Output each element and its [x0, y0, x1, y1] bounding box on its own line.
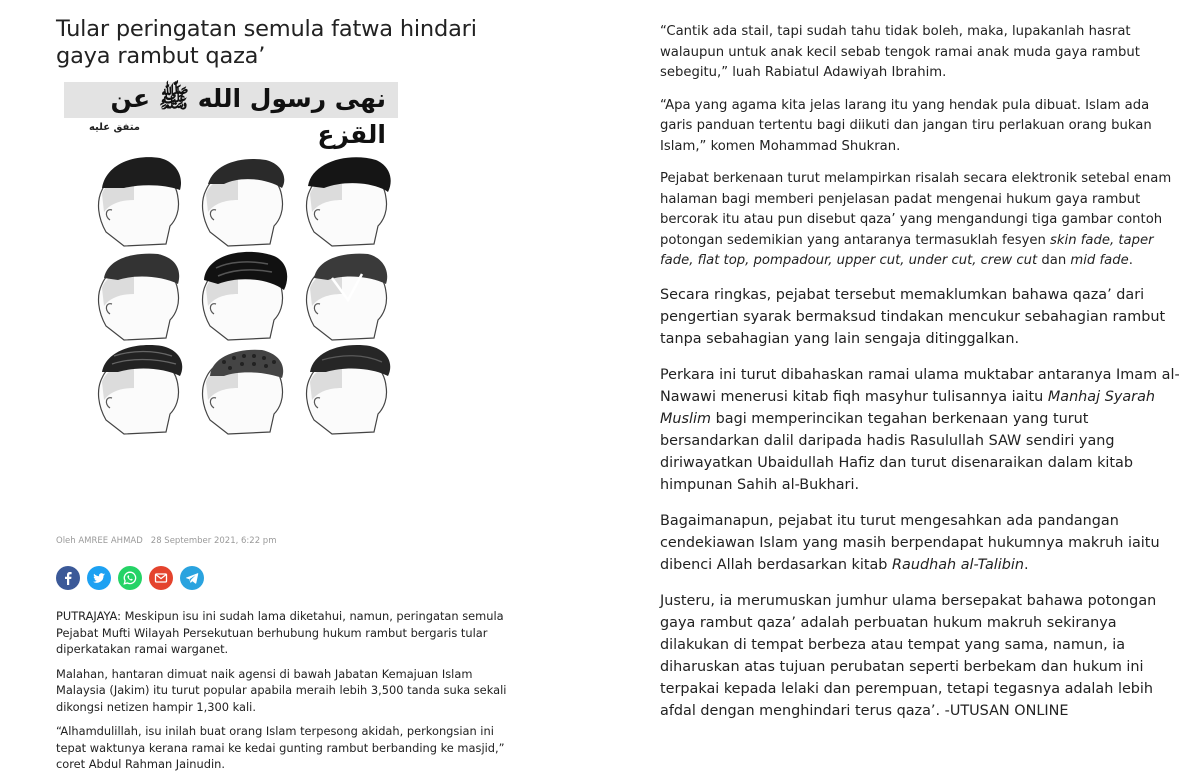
book-title: Raudhah al-Talibin — [892, 556, 1025, 573]
facebook-share-button[interactable] — [56, 566, 80, 590]
banner-arabic-text: نهى رسول الله ﷺ عن القزع — [110, 84, 386, 149]
twitter-share-button[interactable] — [87, 566, 111, 590]
paragraph-text: . — [1024, 556, 1029, 573]
article-image — [62, 80, 402, 440]
whatsapp-share-button[interactable] — [118, 566, 142, 590]
byline-date: 28 September 2021, 6:22 pm — [150, 536, 277, 546]
haircut-styles-grid-icon — [84, 154, 396, 436]
paragraph-text: bagi memperincikan tegahan berkenaan yang turut bersandarkan dalil daripada hadis Rasulullah SAW sendiri yang diriwayatkan Ubaidullah Hafiz dan turut disenaraikan dalam kitab himpunan Sahih al-Bukhari. — [660, 410, 1133, 493]
paragraph-text: Perkara ini turut dibahaskan ramai ulama muktabar antaranya Imam al-Nawawi menerusi kitab fiqh masyhur tulisannya iaitu — [660, 366, 1180, 405]
book-title: Manhaj Syarah Muslim — [660, 388, 1156, 427]
article-byline — [56, 536, 516, 546]
article-paragraph: PUTRAJAYA: Meskipun isu ini sudah lama diketahui, namun, peringatan semula Pejabat Mufti Wilayah Persekutuan berhubung hukum rambut bergaris tular diperkatakan ramai warganet. — [56, 609, 504, 656]
article-paragraph: Secara ringkas, pejabat tersebut memaklumkan bahawa qaza’ dari pengertian syarak bermaksud tindakan mencukur sebahagian rambut tanpa sebahagian yang lain sengaja ditinggalkan. — [660, 286, 1166, 347]
paragraph-text: Bagaimanapun, pejabat itu turut mengesahkan ada pandangan cendekiawan Islam yang masih berpendapat hukumnya makruh iaitu dibenci Allah berdasarkan kitab — [660, 512, 1160, 573]
byline-author: Oleh AMREE AHMAD — [56, 536, 143, 546]
article-paragraph: Justeru, ia merumuskan jumhur ulama bersepakat bahawa potongan gaya rambut qaza’ adalah perbuatan hukum makruh sekiranya dilakukan di tempat berbeza atau tempat yang sama, namun, ia diharuskan atas tujuan perubatan seperti berbekam dan hukum ini terpakai kepada lelaki dan perempuan, tetapi tegasnya adalah lebih afdal dengan menghindari terus qaza’. -UTUSAN ONLINE — [660, 592, 1157, 719]
email-share-button[interactable] — [149, 566, 173, 590]
paragraph-text: . — [1128, 253, 1133, 268]
article-paragraph — [660, 169, 1180, 272]
twitter-icon — [92, 571, 106, 585]
article-paragraph: “Cantik ada stail, tapi sudah tahu tidak boleh, maka, lupakanlah hasrat walaupun untuk anak kecil sebab tengok ramai anak muda gaya rambut sebegitu,” luah Rabiatul Adawiyah Ibrahim. — [660, 24, 1140, 80]
share-bar — [56, 566, 516, 590]
whatsapp-icon — [123, 571, 137, 585]
left-column — [56, 16, 516, 781]
left-article-body — [56, 608, 516, 773]
article-paragraph: Malahan, hantaran dimuat naik agensi di bawah Jabatan Kemajuan Islam Malaysia (Jakim) itu turut popular apabila meraih lebih 3,500 tanda suka sekali dikongsi netizen hampir 1,300 kali. — [56, 666, 507, 714]
paragraph-text: dan — [1037, 253, 1071, 268]
article-paragraph: “Alhamdulillah, isu inilah buat orang Islam terpesong akidah, perkongsian ini tepat waktunya kerana ramai ke kedai gunting rambut berbanding ke masjid,” coret Abdul Rahman Jainudin. — [56, 724, 505, 771]
telegram-share-button[interactable] — [180, 566, 204, 590]
article-paragraph: “Apa yang agama kita jelas larang itu yang hendak pula dibuat. Islam ada garis panduan tertentu bagi diikuti dan jangan tiru perlakuan orang bukan Islam,” komen Mohammad Shukran. — [660, 97, 1152, 154]
article-paragraph — [660, 364, 1180, 496]
email-icon — [154, 571, 168, 585]
article-title: Tular peringatan semula fatwa hindari gaya rambut qaza’ — [56, 16, 477, 69]
banner-subtext: متفق عليه — [88, 122, 140, 133]
telegram-icon — [185, 571, 199, 585]
haircut-style-last: mid fade — [1070, 253, 1129, 268]
paragraph-text: Pejabat berkenaan turut melampirkan risalah secara elektronik setebal enam halaman bagi memberi penjelasan padat mengenai hukum gaya rambut bercorak itu atau pun disebut qaza’ yang mengandungi tiga gambar contoh potongan sedemikian yang antaranya termasuklah fesyen — [660, 171, 1172, 248]
facebook-icon — [61, 571, 75, 585]
right-column — [660, 22, 1180, 736]
article-paragraph — [660, 510, 1180, 576]
haircut-styles-list: skin fade, taper fade, flat top, pompadour, upper cut, under cut, crew cut — [660, 232, 1154, 268]
